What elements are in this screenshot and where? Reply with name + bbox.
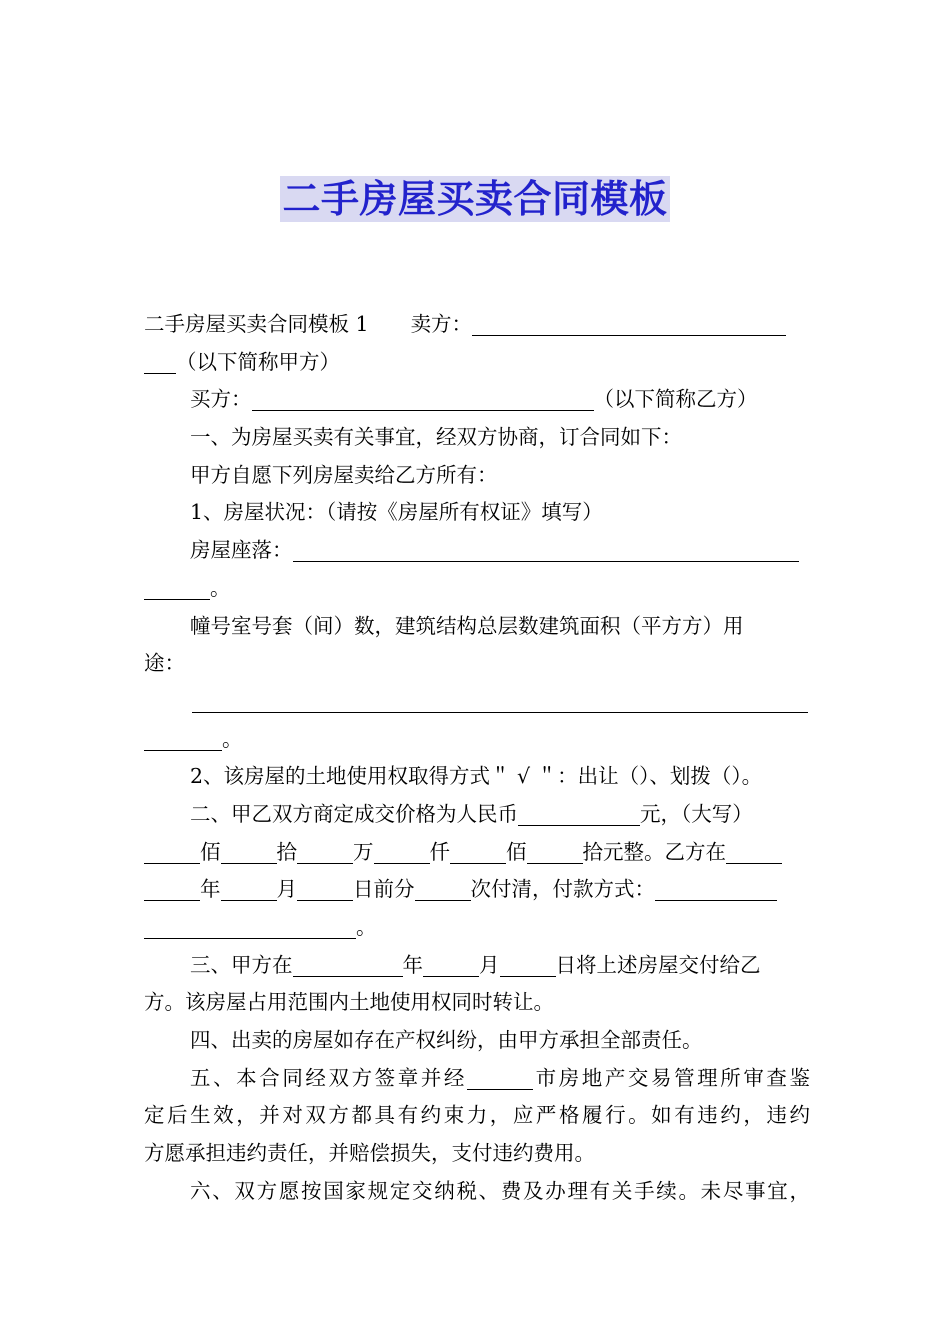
installments-blank[interactable]	[415, 878, 471, 901]
clause-5-end: 方愿承担违约责任，并赔偿损失，支付违约费用。	[144, 1141, 595, 1166]
seller-blank-cont[interactable]	[144, 351, 176, 374]
usage-blank[interactable]	[192, 690, 808, 713]
clause-5-cont: 定后生效，并对双方都具有约束力，应严格履行。如有违约，违约	[144, 1103, 810, 1128]
clause-6: 六、双方愿按国家规定交纳税、费及办理有关手续。未尽事宜，	[190, 1178, 810, 1203]
seller-alias-text: （以下简称甲方）	[176, 349, 340, 374]
unit-label: 佰	[506, 839, 527, 864]
blank-bai-wan[interactable]	[144, 841, 200, 864]
unit-label: 拾	[276, 839, 297, 864]
price-blank[interactable]	[518, 803, 640, 826]
payment-year-blank-cont[interactable]	[144, 878, 200, 901]
payment-method-blank[interactable]	[655, 878, 777, 901]
line-usage-label: 途：	[144, 651, 185, 676]
location-blank-cont[interactable]	[144, 577, 210, 600]
period: 。	[222, 726, 243, 751]
payment-day-blank[interactable]	[297, 878, 353, 901]
section-heading: 二手房屋买卖合同模板 1	[144, 312, 369, 336]
clause-1-status: 1、房屋状况：（请按《房屋所有权证》填写）	[190, 500, 603, 525]
line-delivery	[144, 947, 810, 985]
document-title: 二手房屋买卖合同模板	[282, 177, 668, 221]
blank-shi[interactable]	[527, 841, 583, 864]
line-house-details: 幢号室号套（间）数，建筑结构总层数建筑面积（平方方）用	[190, 613, 744, 638]
delivery-text: 日将上述房屋交付给乙	[555, 952, 761, 977]
line-payment-cont	[144, 909, 810, 947]
buyer-alias-text: （以下简称乙方）	[593, 387, 758, 412]
unit-label: 佰	[200, 839, 221, 864]
clause-1-intro: 一、为房屋买卖有关事宜，经双方协商，订合同如下：	[190, 425, 682, 450]
day-label: 日前分	[353, 877, 415, 902]
buyer-label: 买方：	[190, 387, 252, 412]
clause-4: 四、出卖的房屋如存在产权纠纷，由甲方承担全部责任。	[190, 1028, 703, 1053]
line-usage-cont	[144, 721, 810, 759]
period: 。	[356, 915, 377, 939]
delivery-label: 三、甲方在	[190, 952, 293, 977]
year-label: 年	[402, 952, 423, 977]
title-area	[0, 176, 950, 222]
delivery-month-blank[interactable]	[423, 954, 479, 977]
seller-blank[interactable]	[472, 313, 786, 336]
unit-label: 仟	[429, 839, 450, 864]
line-buyer	[144, 381, 810, 419]
location-blank[interactable]	[293, 539, 799, 562]
line-payment	[144, 871, 810, 909]
blank-qian[interactable]	[374, 841, 430, 864]
month-label: 月	[276, 877, 297, 902]
blank-shi-wan[interactable]	[221, 841, 277, 864]
year-label: 年	[200, 877, 221, 902]
payment-method-blank-cont[interactable]	[144, 916, 356, 939]
clause-land-use: 2、该房屋的土地使用权取得方式＂ √ ＂：出让（）、划拨（）。	[190, 764, 763, 789]
clause-5-text-cont: 市房地产交易管理所审查鉴	[533, 1065, 810, 1090]
price-upper-label: 元，（大写）	[640, 801, 753, 826]
line-price-upper	[144, 834, 810, 872]
payment-year-blank[interactable]	[726, 841, 782, 864]
blank-bai[interactable]	[450, 841, 506, 864]
delivery-day-blank[interactable]	[500, 954, 556, 977]
blank-wan[interactable]	[297, 841, 353, 864]
buyer-blank[interactable]	[252, 388, 594, 411]
usage-blank-cont[interactable]	[144, 728, 222, 751]
location-label: 房屋座落：	[190, 538, 293, 563]
payment-month-blank[interactable]	[221, 878, 277, 901]
payment-method-label: 次付清，付款方式：	[470, 877, 655, 902]
seller-label: 卖方：	[410, 312, 473, 336]
line-seller	[144, 306, 810, 344]
line-price	[144, 796, 810, 834]
clause-5	[144, 1060, 810, 1098]
city-blank[interactable]	[467, 1067, 533, 1090]
unit-label: 万	[353, 839, 374, 864]
contract-body	[144, 306, 810, 1211]
unit-label: 拾元整。乙方在	[582, 839, 726, 864]
line-delivery-cont: 方。该房屋占用范围内土地使用权同时转让。	[144, 990, 554, 1015]
delivery-year-blank[interactable]	[293, 954, 403, 977]
price-label: 二、甲乙双方商定成交价格为人民币	[190, 801, 518, 826]
clause-1-transfer: 甲方自愿下列房屋卖给乙方所有：	[190, 462, 498, 487]
line-usage-blank	[144, 683, 810, 721]
period: 。	[210, 575, 231, 600]
clause-5-text: 五、本合同经双方签章并经	[190, 1065, 467, 1090]
line-seller-alias	[144, 344, 810, 382]
line-location	[144, 532, 810, 570]
month-label: 月	[479, 952, 500, 977]
line-location-cont	[144, 570, 810, 608]
